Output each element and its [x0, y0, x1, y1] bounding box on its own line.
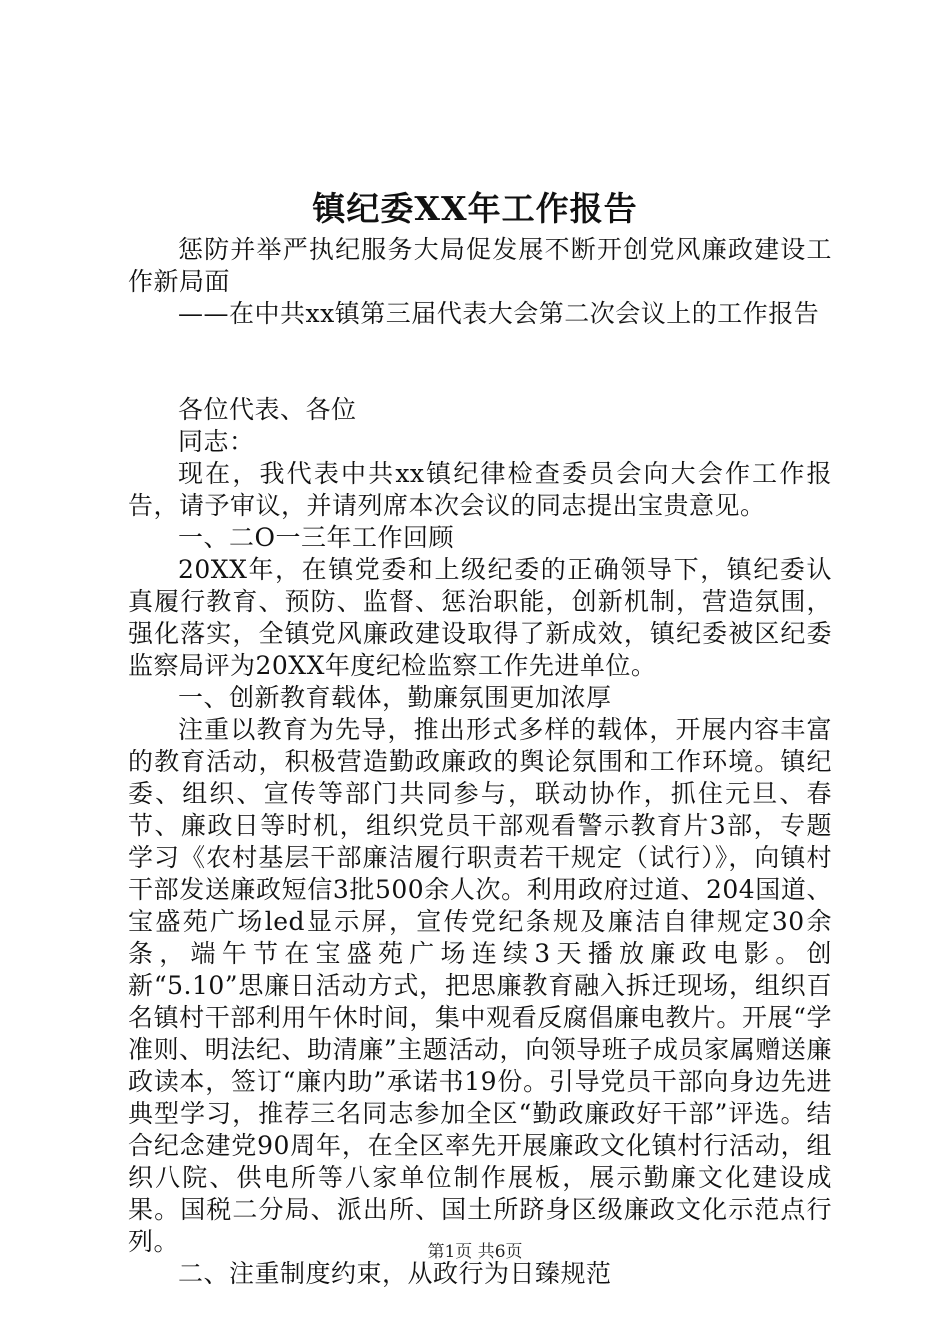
salutation-line-1: 各位代表、各位 [178, 395, 357, 424]
paragraph-opening: 现在，我代表中共xx镇纪律检查委员会向大会作工作报告，请予审议，并请列席本次会议的同志提出宝贵意见。 [128, 459, 832, 520]
document-title: 镇纪委XX年工作报告 [312, 189, 638, 228]
subtitle-line-1: 惩防并举严执纪服务大局促发展不断开创党风廉政建设工作新局面 [128, 235, 832, 296]
document-body [128, 234, 832, 1290]
blank-spacer [128, 330, 832, 394]
subtitle-line-2: ——在中共xx镇第三届代表大会第二次会议上的工作报告 [178, 299, 820, 328]
section-heading-system: 二、注重制度约束，从政行为日臻规范 [178, 1259, 612, 1288]
salutation-line-2: 同志： [178, 427, 255, 456]
section-heading-education: 一、创新教育载体，勤廉氛围更加浓厚 [178, 683, 612, 712]
page-indicator: 第1页 共6页 [427, 1242, 523, 1262]
paragraph-education: 注重以教育为先导，推出形式多样的载体，开展内容丰富的教育活动，积极营造勤政廉政的舆论氛围和工作环境。镇纪委、组织、宣传等部门共同参与，联动协作，抓住元旦、春节、廉政日等时机，组织党员干部观看警示教育片3部，专题学习《农村基层干部廉洁履行职责若干规定（试行）》，向镇村干部发送廉政短信3批500余人次。利用政府过道、204国道、宝盛苑广场led显示屏，宣传党纪条规及廉洁自律规定30余条，端午节在宝盛苑广场连续3天播放廉政电影。创新“5.10”思廉日活动方式，把思廉教育融入拆迁现场，组织百名镇村干部利用午休时间，集中观看反腐倡廉电教片。开展“学准则、明法纪、助清廉”主题活动，向领导班子成员家属赠送廉政读本，签订“廉内助”承诺书19份。引导党员干部向身边先进典型学习，推荐三名同志参加全区“勤政廉政好干部”评选。结合纪念建党90周年，在全区率先开展廉政文化镇村行活动，组织八院、供电所等八家单位制作展板，展示勤廉文化建设成果。国税二分局、派出所、国土所跻身区级廉政文化示范点行列。 [128, 715, 832, 1256]
section-heading-review: 一、二O一三年工作回顾 [178, 523, 454, 552]
paragraph-review: 20XX年，在镇党委和上级纪委的正确领导下，镇纪委认真履行教育、预防、监督、惩治职能，创新机制，营造氛围，强化落实，全镇党风廉政建设取得了新成效，镇纪委被区纪委监察局评为20XX年度纪检监察工作先进单位。 [128, 555, 832, 680]
